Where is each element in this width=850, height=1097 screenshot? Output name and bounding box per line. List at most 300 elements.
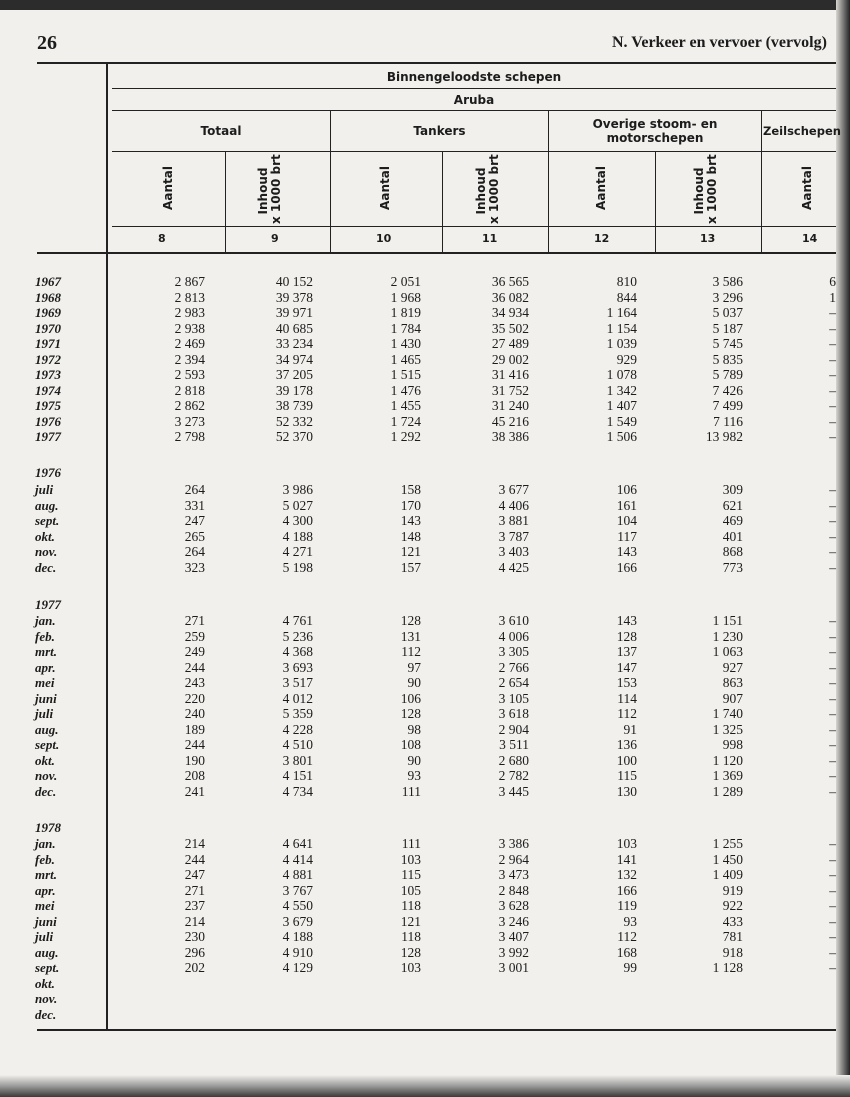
- table-cell: 1 164: [606, 305, 637, 320]
- table-cell: 237: [184, 898, 205, 913]
- row-label: mei: [35, 898, 55, 913]
- table-cell: 1 039: [606, 336, 637, 351]
- row-label: jan.: [35, 613, 56, 628]
- table-cell: 36 082: [491, 289, 529, 305]
- table-cell: 111: [401, 836, 421, 851]
- table-cell: 264: [184, 544, 205, 559]
- table-cell: 128: [400, 613, 421, 628]
- table-cell: 3 992: [498, 944, 529, 960]
- table-cell: 39 378: [275, 289, 313, 305]
- month-labels-1977: [35, 613, 59, 799]
- table-cell: 4 151: [282, 768, 313, 783]
- table-cell: –: [829, 429, 836, 444]
- table-cell: 166: [616, 882, 637, 898]
- row-label: mrt.: [35, 644, 58, 659]
- table-cell: 5 359: [282, 706, 313, 721]
- table-cell: –: [829, 752, 836, 768]
- table-cell: 3 511: [499, 737, 529, 752]
- table-cell: 1 255: [712, 836, 743, 851]
- table-cell: 3 628: [498, 898, 529, 913]
- table-cell: 3 767: [282, 882, 313, 898]
- table-cell: 90: [407, 675, 421, 690]
- table-cell: 130: [616, 783, 637, 799]
- table-cell: 93: [407, 768, 421, 783]
- table-cell: 3 586: [712, 274, 743, 289]
- table-cell: 249: [184, 644, 205, 659]
- row-label: nov.: [35, 544, 58, 559]
- header-bottom-rule: [37, 252, 836, 254]
- annual-c10: [331, 274, 421, 445]
- row-label: 1976: [35, 413, 61, 429]
- table-cell: 4 006: [498, 628, 529, 644]
- table-cell: 105: [400, 882, 421, 898]
- block1976-c14: [746, 482, 836, 575]
- row-label: juli: [35, 706, 54, 721]
- table-cell: 2 394: [174, 351, 205, 367]
- table-cell: 1 784: [390, 320, 421, 336]
- table-cell: 2 593: [174, 367, 205, 382]
- table-cell: 143: [400, 513, 421, 528]
- table-cell: 810: [616, 274, 637, 289]
- table-cell: –: [829, 336, 836, 351]
- table-cell: 91: [623, 721, 637, 737]
- table-cell: 3 105: [498, 690, 529, 706]
- table-cell: –: [829, 944, 836, 960]
- table-cell: 161: [616, 497, 637, 513]
- table-cell: 3 618: [498, 706, 529, 721]
- block1978-c9: [223, 836, 313, 976]
- row-label: aug.: [35, 497, 59, 513]
- row-label: 1973: [35, 367, 61, 382]
- block1977-c8: [115, 613, 205, 799]
- table-cell: 781: [722, 929, 743, 944]
- table-cell: 998: [722, 737, 743, 752]
- table-cell: 2 798: [174, 429, 205, 444]
- table-cell: 202: [184, 960, 205, 975]
- table-cell: 3 273: [174, 413, 205, 429]
- table-cell: 121: [400, 544, 421, 559]
- table-cell: 296: [184, 944, 205, 960]
- header-group: Binnengeloodste schepen: [386, 70, 562, 84]
- row-label: 1977: [35, 429, 61, 444]
- table-cell: 1 476: [390, 382, 421, 398]
- table-cell: 131: [400, 628, 421, 644]
- table-cell: 3 693: [282, 659, 313, 675]
- block1976-c8: [115, 482, 205, 575]
- table-cell: 433: [722, 913, 743, 929]
- table-cell: 3 407: [498, 929, 529, 944]
- row-label: 1971: [35, 336, 61, 351]
- table-cell: 919: [722, 882, 743, 898]
- header-island: Aruba: [453, 93, 495, 107]
- table-cell: 4 550: [282, 898, 313, 913]
- table-cell: –: [829, 929, 836, 944]
- table-cell: 157: [400, 559, 421, 575]
- table-cell: –: [829, 836, 836, 851]
- table-cell: 103: [616, 836, 637, 851]
- table-cell: 1 819: [390, 305, 421, 320]
- table-cell: 264: [184, 482, 205, 497]
- table-cell: 918: [722, 944, 743, 960]
- subheader-rule: [112, 226, 836, 227]
- table-cell: 2 862: [174, 398, 205, 413]
- row-label: apr.: [35, 659, 56, 675]
- table-cell: –: [829, 882, 836, 898]
- table-cell: 90: [407, 752, 421, 768]
- row-label: sept.: [35, 960, 60, 975]
- table-cell: 29 002: [491, 351, 529, 367]
- table-cell: 4 881: [282, 867, 313, 882]
- table-cell: 97: [407, 659, 421, 675]
- row-label: 1974: [35, 382, 61, 398]
- table-cell: 469: [722, 513, 743, 528]
- table-cell: 4 228: [282, 721, 313, 737]
- row-label: 1975: [35, 398, 61, 413]
- table-cell: –: [829, 690, 836, 706]
- table-cell: 189: [184, 721, 205, 737]
- table-cell: –: [829, 706, 836, 721]
- row-label: okt.: [35, 975, 55, 991]
- row-label: 1970: [35, 320, 61, 336]
- table-cell: 166: [616, 559, 637, 575]
- annual-c13: [653, 274, 743, 445]
- table-cell: 1 078: [606, 367, 637, 382]
- row-label: aug.: [35, 944, 59, 960]
- table-cell: 52 370: [275, 429, 313, 444]
- row-label: jan.: [35, 836, 56, 851]
- block-1976-heading: 1976: [35, 465, 61, 480]
- table-cell: 2 848: [498, 882, 529, 898]
- table-cell: 128: [400, 706, 421, 721]
- table-cell: 247: [184, 867, 205, 882]
- table-cell: –: [829, 737, 836, 752]
- colnum-14: 14: [802, 232, 818, 245]
- table-cell: 2 766: [498, 659, 529, 675]
- table-cell: 1 325: [712, 721, 743, 737]
- table-cell: 3 801: [282, 752, 313, 768]
- row-label: 1969: [35, 305, 61, 320]
- table-cell: 143: [616, 544, 637, 559]
- table-cell: 929: [616, 351, 637, 367]
- table-cell: 34 934: [491, 305, 529, 320]
- table-cell: 38 386: [491, 429, 529, 444]
- block1978-c12: [547, 836, 637, 976]
- table-cell: 108: [400, 737, 421, 752]
- table-cell: 2 654: [498, 675, 529, 690]
- table-cell: 4 188: [282, 528, 313, 544]
- table-cell: 39 178: [275, 382, 313, 398]
- table-cell: 3 517: [282, 675, 313, 690]
- table-cell: 3 001: [498, 960, 529, 975]
- header-inhoud-9: Inhoud x 1000 brt: [256, 154, 283, 224]
- table-cell: 3 787: [498, 528, 529, 544]
- block1977-c11: [439, 613, 529, 799]
- table-cell: –: [829, 482, 836, 497]
- table-cell: 3 246: [498, 913, 529, 929]
- table-cell: 331: [184, 497, 205, 513]
- table-cell: 2 818: [174, 382, 205, 398]
- table-cell: 128: [400, 944, 421, 960]
- block1978-c11: [439, 836, 529, 976]
- table-cell: 844: [616, 289, 637, 305]
- block1976-c10: [331, 482, 421, 575]
- row-label: juli: [35, 482, 54, 497]
- block1976-c13: [653, 482, 743, 575]
- table-cell: 3 403: [498, 544, 529, 559]
- block1977-c13: [653, 613, 743, 799]
- table-cell: 7 116: [713, 413, 743, 429]
- block1978-c8: [115, 836, 205, 976]
- table-cell: 5 187: [712, 320, 743, 336]
- table-cell: 31 240: [491, 398, 529, 413]
- scan-right-edge: [836, 0, 850, 1097]
- table-cell: 115: [401, 867, 421, 882]
- table-cell: 141: [616, 851, 637, 867]
- row-label: apr.: [35, 882, 56, 898]
- table-cell: 208: [184, 768, 205, 783]
- table-cell: 265: [184, 528, 205, 544]
- table-cell: –: [829, 960, 836, 975]
- table-cell: –: [829, 644, 836, 659]
- row-label: juli: [35, 929, 54, 944]
- row-label: 1968: [35, 289, 61, 305]
- table-cell: 2 680: [498, 752, 529, 768]
- row-label: nov.: [35, 991, 58, 1006]
- table-cell: 1 369: [712, 768, 743, 783]
- table-cell: 2 964: [498, 851, 529, 867]
- table-cell: –: [829, 659, 836, 675]
- table-top-rule: [37, 62, 836, 64]
- table-cell: 147: [616, 659, 637, 675]
- table-cell: 5 027: [282, 497, 313, 513]
- scan-bottom-edge: [0, 1075, 850, 1097]
- colnum-11: 11: [482, 232, 498, 245]
- table-cell: 136: [616, 737, 637, 752]
- block1978-c10: [331, 836, 421, 976]
- table-cell: 104: [616, 513, 637, 528]
- table-cell: 5 236: [282, 628, 313, 644]
- table-cell: 7 499: [712, 398, 743, 413]
- block-1977-heading: 1977: [35, 597, 61, 612]
- colnum-13: 13: [700, 232, 716, 245]
- table-cell: 100: [616, 752, 637, 768]
- table-cell: 5 745: [712, 336, 743, 351]
- table-cell: 1: [829, 289, 836, 305]
- annual-c14: [746, 274, 836, 445]
- table-cell: 40 152: [275, 274, 313, 289]
- row-label: aug.: [35, 721, 59, 737]
- table-cell: 1 465: [390, 351, 421, 367]
- table-cell: 323: [184, 559, 205, 575]
- table-cell: 158: [400, 482, 421, 497]
- table-cell: 190: [184, 752, 205, 768]
- table-cell: 36 565: [491, 274, 529, 289]
- table-cell: 2 983: [174, 305, 205, 320]
- table-cell: 27 489: [491, 336, 529, 351]
- table-cell: 114: [617, 690, 637, 706]
- table-cell: –: [829, 675, 836, 690]
- table-cell: 111: [401, 783, 421, 799]
- table-cell: 5 198: [282, 559, 313, 575]
- table-cell: –: [829, 413, 836, 429]
- table-cell: 4 300: [282, 513, 313, 528]
- block1978-c13: [653, 836, 743, 976]
- block1977-c14: [746, 613, 836, 799]
- table-cell: –: [829, 497, 836, 513]
- table-cell: 309: [722, 482, 743, 497]
- header-inhoud-11: Inhoud x 1000 brt: [474, 154, 501, 224]
- block1976-c9: [223, 482, 313, 575]
- table-cell: –: [829, 898, 836, 913]
- table-cell: 4 761: [282, 613, 313, 628]
- table-cell: –: [829, 721, 836, 737]
- table-cell: 121: [400, 913, 421, 929]
- row-label: 1972: [35, 351, 61, 367]
- year-labels: [35, 274, 61, 445]
- table-cell: 4 910: [282, 944, 313, 960]
- table-cell: 39 971: [275, 305, 313, 320]
- table-cell: –: [829, 544, 836, 559]
- table-cell: 4 188: [282, 929, 313, 944]
- row-label: juni: [35, 913, 57, 929]
- block1977-c10: [331, 613, 421, 799]
- table-cell: 241: [184, 783, 205, 799]
- col-divider-8-9: [225, 152, 226, 252]
- header-aantal-10: Aantal: [378, 166, 392, 210]
- colnum-8: 8: [158, 232, 166, 245]
- colnum-10: 10: [376, 232, 392, 245]
- row-label: feb.: [35, 628, 55, 644]
- table-cell: 2 051: [390, 274, 421, 289]
- table-cell: 214: [184, 913, 205, 929]
- table-cell: 927: [722, 659, 743, 675]
- table-cell: 243: [184, 675, 205, 690]
- row-label: nov.: [35, 768, 58, 783]
- table-cell: 128: [616, 628, 637, 644]
- table-cell: 1 740: [712, 706, 743, 721]
- table-cell: 2 469: [174, 336, 205, 351]
- row-label: feb.: [35, 851, 55, 867]
- table-cell: 907: [722, 690, 743, 706]
- table-cell: 103: [400, 851, 421, 867]
- table-cell: 153: [616, 675, 637, 690]
- table-cell: 621: [722, 497, 743, 513]
- table-cell: –: [829, 367, 836, 382]
- table-cell: 4 271: [282, 544, 313, 559]
- stub-divider: [106, 62, 108, 1030]
- table-cell: 103: [400, 960, 421, 975]
- table-cell: –: [829, 851, 836, 867]
- month-labels-1978: [35, 836, 59, 1022]
- table-cell: 3 305: [498, 644, 529, 659]
- row-label: sept.: [35, 737, 60, 752]
- table-cell: 1 409: [712, 867, 743, 882]
- table-cell: 3 610: [498, 613, 529, 628]
- table-cell: 3 679: [282, 913, 313, 929]
- header-aantal-14: Aantal: [800, 166, 814, 210]
- section-title: N. Verkeer en vervoer (vervolg): [612, 34, 827, 51]
- table-cell: 112: [617, 706, 637, 721]
- table-cell: 2 867: [174, 274, 205, 289]
- table-cell: 1 120: [712, 752, 743, 768]
- table-cell: 31 752: [491, 382, 529, 398]
- table-cell: 38 739: [275, 398, 313, 413]
- table-cell: 271: [184, 882, 205, 898]
- island-rule: [112, 110, 836, 111]
- table-cell: 148: [400, 528, 421, 544]
- block1978-c14: [746, 836, 836, 976]
- table-cell: 4 425: [498, 559, 529, 575]
- table-cell: 119: [617, 898, 637, 913]
- table-cell: 115: [617, 768, 637, 783]
- table-cell: 98: [407, 721, 421, 737]
- col-divider-10-11: [442, 152, 443, 252]
- table-cell: 3 986: [282, 482, 313, 497]
- table-cell: –: [829, 768, 836, 783]
- table-cell: 1 128: [712, 960, 743, 975]
- colnum-9: 9: [271, 232, 279, 245]
- row-label: mei: [35, 675, 55, 690]
- table-cell: 220: [184, 690, 205, 706]
- table-cell: 773: [722, 559, 743, 575]
- table-cell: 35 502: [491, 320, 529, 336]
- table-cell: –: [829, 382, 836, 398]
- block1976-c11: [439, 482, 529, 575]
- table-cell: 1 063: [712, 644, 743, 659]
- table-cell: –: [829, 628, 836, 644]
- block1977-c9: [223, 613, 313, 799]
- annual-c12: [547, 274, 637, 445]
- table-cell: –: [829, 351, 836, 367]
- table-cell: –: [829, 513, 836, 528]
- header-aantal-12: Aantal: [594, 166, 608, 210]
- row-label: okt.: [35, 528, 55, 544]
- row-label: okt.: [35, 752, 55, 768]
- table-cell: 271: [184, 613, 205, 628]
- col-divider-11-12: [548, 111, 549, 252]
- table-cell: 1 407: [606, 398, 637, 413]
- row-label: dec.: [35, 1006, 57, 1022]
- table-cell: 1 506: [606, 429, 637, 444]
- table-cell: 2 904: [498, 721, 529, 737]
- row-label: dec.: [35, 783, 57, 799]
- header-tankers: Tankers: [413, 124, 466, 138]
- table-cell: 230: [184, 929, 205, 944]
- table-cell: 112: [401, 644, 421, 659]
- table-cell: 3 473: [498, 867, 529, 882]
- annual-c9: [223, 274, 313, 445]
- table-cell: 1 549: [606, 413, 637, 429]
- table-cell: 3 296: [712, 289, 743, 305]
- table-cell: 1 455: [390, 398, 421, 413]
- table-cell: –: [829, 305, 836, 320]
- table-cell: 5 037: [712, 305, 743, 320]
- scan-top-border: [0, 0, 850, 10]
- header-aantal-8: Aantal: [161, 166, 175, 210]
- table-cell: 40 685: [275, 320, 313, 336]
- table-cell: –: [829, 867, 836, 882]
- table-cell: 3 677: [498, 482, 529, 497]
- table-cell: 170: [400, 497, 421, 513]
- table-cell: 4 012: [282, 690, 313, 706]
- table-cell: 117: [617, 528, 637, 544]
- table-cell: 2 938: [174, 320, 205, 336]
- page-number: 26: [37, 32, 57, 54]
- table-cell: 1 724: [390, 413, 421, 429]
- header-inhoud-13: Inhoud x 1000 brt: [692, 154, 719, 224]
- table-cell: 112: [617, 929, 637, 944]
- table-cell: 4 368: [282, 644, 313, 659]
